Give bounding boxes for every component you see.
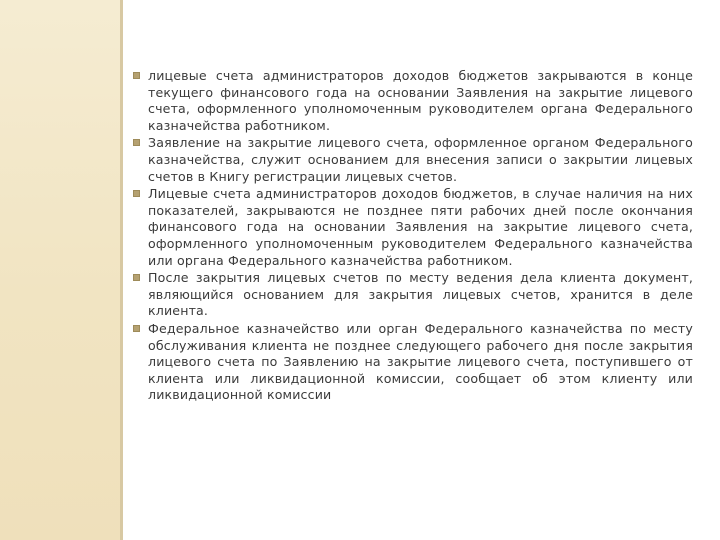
square-bullet-icon bbox=[133, 325, 140, 332]
bullet-text: лицевые счета администраторов доходов бюджетов закрываются в конце текущего финансового года на основании Заявления на закрытие лицевого счета, оформленного уполномоченным руководителем органа Федерального казначейства работником. bbox=[148, 68, 693, 133]
square-bullet-icon bbox=[133, 72, 140, 79]
list-item bbox=[128, 321, 693, 404]
bullet-text: После закрытия лицевых счетов по месту ведения дела клиента документ, являющийся основанием для закрытия лицевых счетов, хранится в деле клиента. bbox=[148, 270, 693, 319]
side-divider bbox=[120, 0, 123, 540]
decorative-side-panel bbox=[0, 0, 120, 540]
list-item bbox=[128, 135, 693, 185]
bullet-text: Лицевые счета администраторов доходов бюджетов, в случае наличия на них показателей, закрываются не позднее пяти рабочих дней после окончания финансового года на основании Заявления на закрытие лицевого счета, оформленного уполномоченным руководителем Федерального казначейства или органа Федерального казначейства работником. bbox=[148, 186, 693, 268]
list-item bbox=[128, 68, 693, 134]
slide-content bbox=[128, 68, 693, 405]
square-bullet-icon bbox=[133, 190, 140, 197]
list-item bbox=[128, 270, 693, 320]
bullet-text: Заявление на закрытие лицевого счета, оформленное органом Федерального казначейства, служит основанием для внесения записи о закрытии лицевых счетов в Книгу регистрации лицевых счетов. bbox=[148, 135, 693, 184]
bullet-list bbox=[128, 68, 693, 404]
bullet-text: Федеральное казначейство или орган Федерального казначейства по месту обслуживания клиента не позднее следующего рабочего дня после закрытия лицевого счета по Заявлению на закрытие лицевого счета, поступившего от клиента или ликвидационной комиссии, сообщает об этом клиенту или ликвидационной комиссии bbox=[148, 320, 693, 403]
square-bullet-icon bbox=[133, 139, 140, 146]
square-bullet-icon bbox=[133, 274, 140, 281]
list-item bbox=[128, 186, 693, 269]
